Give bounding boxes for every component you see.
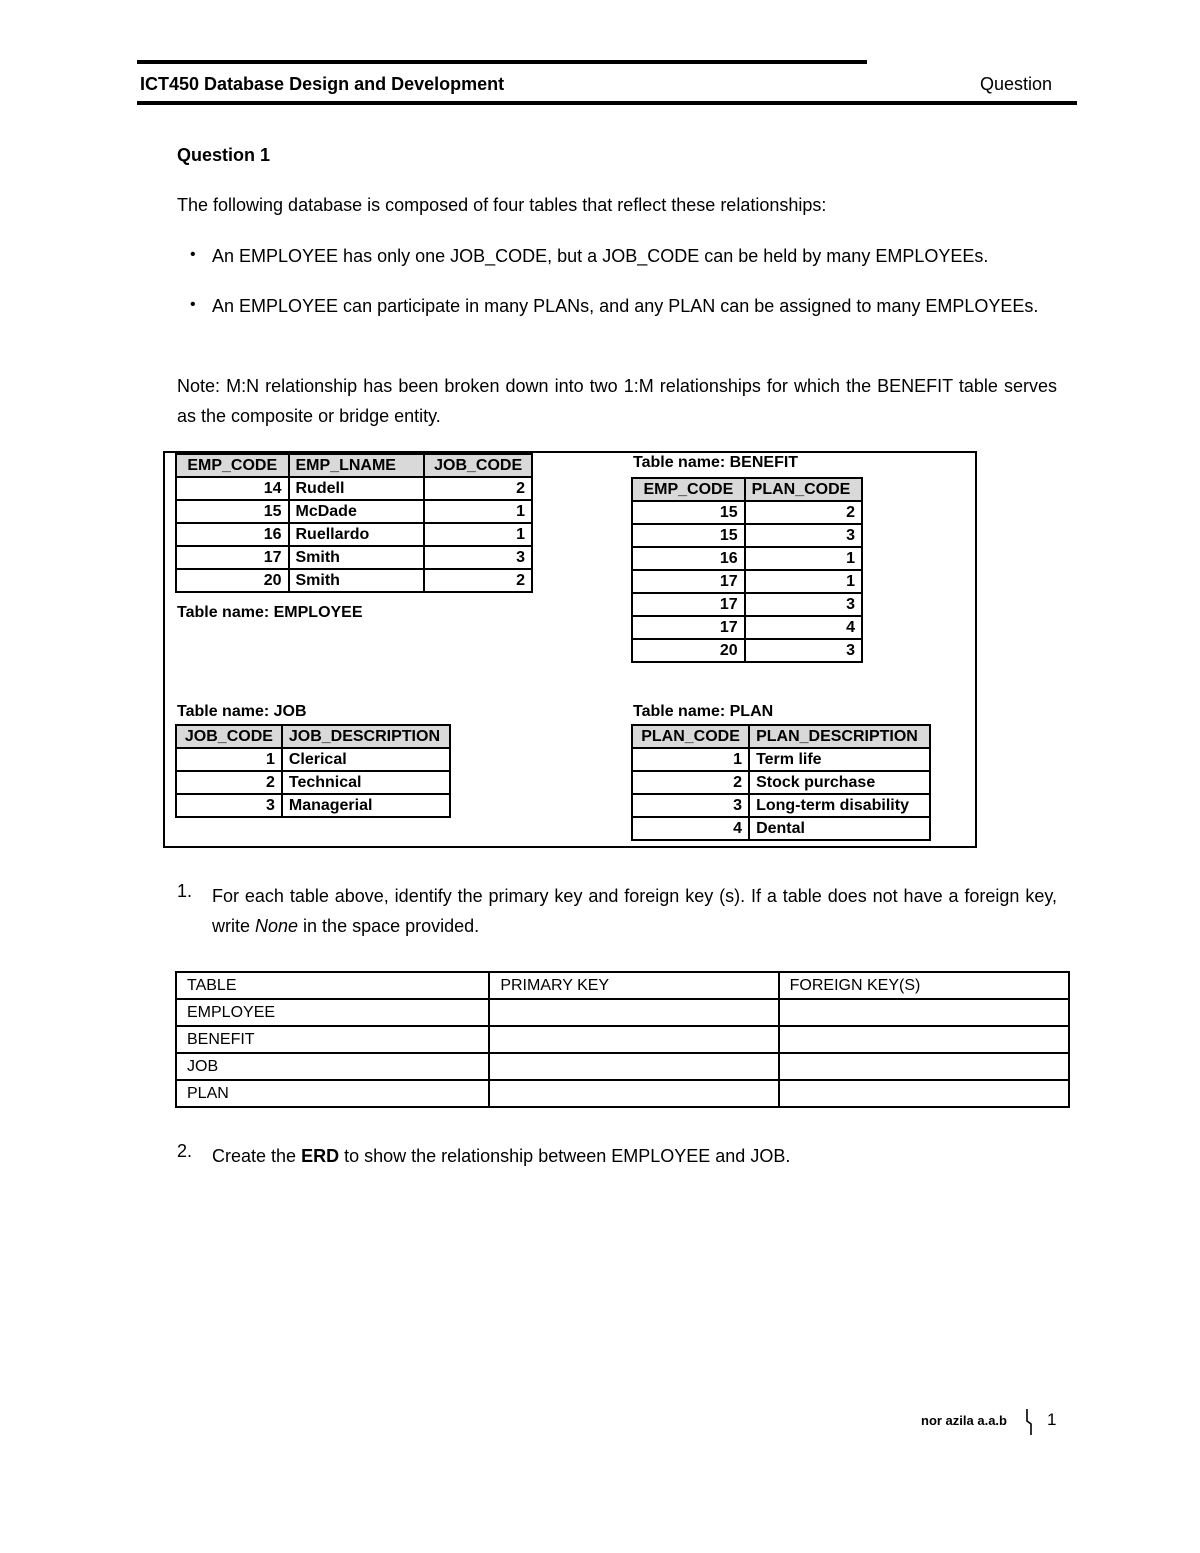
table-row (176, 748, 450, 771)
table-cell: 2 (424, 477, 532, 500)
table-cell: 4 (745, 616, 862, 639)
job-table (175, 724, 451, 818)
benefit-table (631, 477, 863, 663)
task-2-text-bold: ERD (301, 1146, 340, 1166)
foreign-key-input-cell[interactable] (779, 999, 1069, 1026)
table-row (176, 999, 1069, 1026)
primary-key-input-cell[interactable] (489, 1053, 778, 1080)
bullet-text-1: An EMPLOYEE has only one JOB_CODE, but a JOB_CODE can be held by many EMPLOYEEs. (212, 246, 989, 266)
task-1-text-b: in the space provided. (298, 916, 480, 936)
table-cell: 3 (424, 546, 532, 569)
plan-table-name: Table name: PLAN (633, 703, 774, 720)
task-2-text (212, 1141, 1057, 1171)
answer-table-name-cell: JOB (176, 1053, 489, 1080)
job-table-name: Table name: JOB (177, 703, 307, 720)
table-cell: 3 (745, 593, 862, 616)
header-bottom-rule (137, 101, 1077, 105)
table-cell: Stock purchase (749, 771, 930, 794)
table-row (176, 1026, 1069, 1053)
answer-table (175, 971, 1070, 1108)
header-top-rule (137, 60, 867, 64)
question-note: Note: M:N relationship has been broken down into two 1:M relationships for which the BENEFIT table serves as the composite or bridge entity. (177, 376, 1057, 426)
table-cell: 17 (632, 616, 745, 639)
table-header: JOB_DESCRIPTION (282, 725, 450, 748)
table-row (632, 817, 930, 840)
table-cell: 20 (632, 639, 745, 662)
table-cell: 2 (745, 501, 862, 524)
table-row (176, 569, 532, 592)
employee-table (175, 453, 533, 593)
foreign-key-input-cell[interactable] (779, 1026, 1069, 1053)
table-cell: 1 (745, 547, 862, 570)
table-cell: 3 (176, 794, 282, 817)
table-header: PLAN_DESCRIPTION (749, 725, 930, 748)
table-row (632, 771, 930, 794)
table-header: PLAN_CODE (745, 478, 862, 501)
table-row (176, 546, 532, 569)
table-header: JOB_CODE (176, 725, 282, 748)
table-cell: 1 (745, 570, 862, 593)
header-label: Question (980, 74, 1053, 94)
answer-table-name-cell: PLAN (176, 1080, 489, 1107)
primary-key-input-cell[interactable] (489, 1026, 778, 1053)
table-row (632, 524, 862, 547)
question-intro: The following database is composed of four tables that reflect these relationships: (177, 195, 827, 215)
table-header: JOB_CODE (424, 454, 532, 477)
table-cell: 3 (745, 639, 862, 662)
task-2-text-a: Create the (212, 1146, 302, 1166)
table-row (632, 547, 862, 570)
table-row (176, 1053, 1069, 1080)
table-row (176, 1080, 1069, 1107)
table-row (632, 570, 862, 593)
task-1-text-italic: None (255, 916, 299, 936)
table-cell: Smith (289, 546, 425, 569)
page-number: 1 (1047, 1410, 1057, 1429)
table-cell: 1 (176, 748, 282, 771)
primary-key-input-cell[interactable] (489, 1080, 778, 1107)
employee-table-name: Table name: EMPLOYEE (177, 604, 363, 621)
table-row (632, 501, 862, 524)
table-cell: 2 (176, 771, 282, 794)
table-cell: Technical (282, 771, 450, 794)
table-cell: 4 (632, 817, 749, 840)
table-row (632, 639, 862, 662)
table-row (176, 500, 532, 523)
table-cell: 3 (745, 524, 862, 547)
table-cell: Smith (289, 569, 425, 592)
table-cell: Rudell (289, 477, 425, 500)
answer-header: TABLE (176, 972, 489, 999)
table-header: EMP_CODE (632, 478, 745, 501)
table-row (176, 477, 532, 500)
table-cell: 2 (632, 771, 749, 794)
table-header: PLAN_CODE (632, 725, 749, 748)
table-cell: 17 (176, 546, 289, 569)
bullet-dot-1: • (190, 246, 196, 263)
table-cell: 16 (176, 523, 289, 546)
table-row (632, 748, 930, 771)
table-cell: Ruellardo (289, 523, 425, 546)
answer-table-name-cell: BENEFIT (176, 1026, 489, 1053)
task-1-text (212, 881, 1057, 941)
benefit-table-name: Table name: BENEFIT (633, 454, 799, 471)
table-cell: 16 (632, 547, 745, 570)
table-row (176, 794, 450, 817)
table-row (632, 616, 862, 639)
table-cell: Managerial (282, 794, 450, 817)
bullet-dot-2: • (190, 296, 196, 313)
table-cell: 1 (424, 500, 532, 523)
table-row (632, 593, 862, 616)
table-cell: Long-term disability (749, 794, 930, 817)
question-title: Question 1 (177, 145, 271, 165)
table-row (176, 523, 532, 546)
course-title: ICT450 Database Design and Development (140, 74, 505, 94)
table-cell: 15 (176, 500, 289, 523)
table-cell: Dental (749, 817, 930, 840)
table-cell: McDade (289, 500, 425, 523)
answer-header: FOREIGN KEY(S) (779, 972, 1069, 999)
table-cell: 3 (632, 794, 749, 817)
plan-table (631, 724, 931, 841)
primary-key-input-cell[interactable] (489, 999, 778, 1026)
table-cell: 14 (176, 477, 289, 500)
foreign-key-input-cell[interactable] (779, 1053, 1069, 1080)
table-cell: 17 (632, 570, 745, 593)
table-cell: 20 (176, 569, 289, 592)
table-cell: 1 (424, 523, 532, 546)
footer-author: nor azila a.a.b (921, 1413, 1007, 1428)
answer-header: PRIMARY KEY (489, 972, 778, 999)
task-2-number: 2. (177, 1141, 193, 1161)
table-header: EMP_CODE (176, 454, 289, 477)
table-cell: 1 (632, 748, 749, 771)
table-cell: 15 (632, 501, 745, 524)
table-header: EMP_LNAME (289, 454, 425, 477)
table-cell: Term life (749, 748, 930, 771)
bullet-text-2: An EMPLOYEE can participate in many PLANs, and any PLAN can be assigned to many EMPLOYEEs. (212, 296, 1039, 316)
foreign-key-input-cell[interactable] (779, 1080, 1069, 1107)
answer-table-name-cell: EMPLOYEE (176, 999, 489, 1026)
table-row (176, 771, 450, 794)
table-cell: Clerical (282, 748, 450, 771)
table-cell: 2 (424, 569, 532, 592)
table-cell: 15 (632, 524, 745, 547)
task-1-number: 1. (177, 881, 193, 901)
task-1-text-a: For each table above, identify the primary key and foreign key (s). If a table does not have a foreign key, write (212, 886, 1057, 936)
task-2-text-b: to show the relationship between EMPLOYEE and JOB. (339, 1146, 791, 1166)
footer-separator (1022, 1408, 1036, 1436)
table-row (632, 794, 930, 817)
table-cell: 17 (632, 593, 745, 616)
